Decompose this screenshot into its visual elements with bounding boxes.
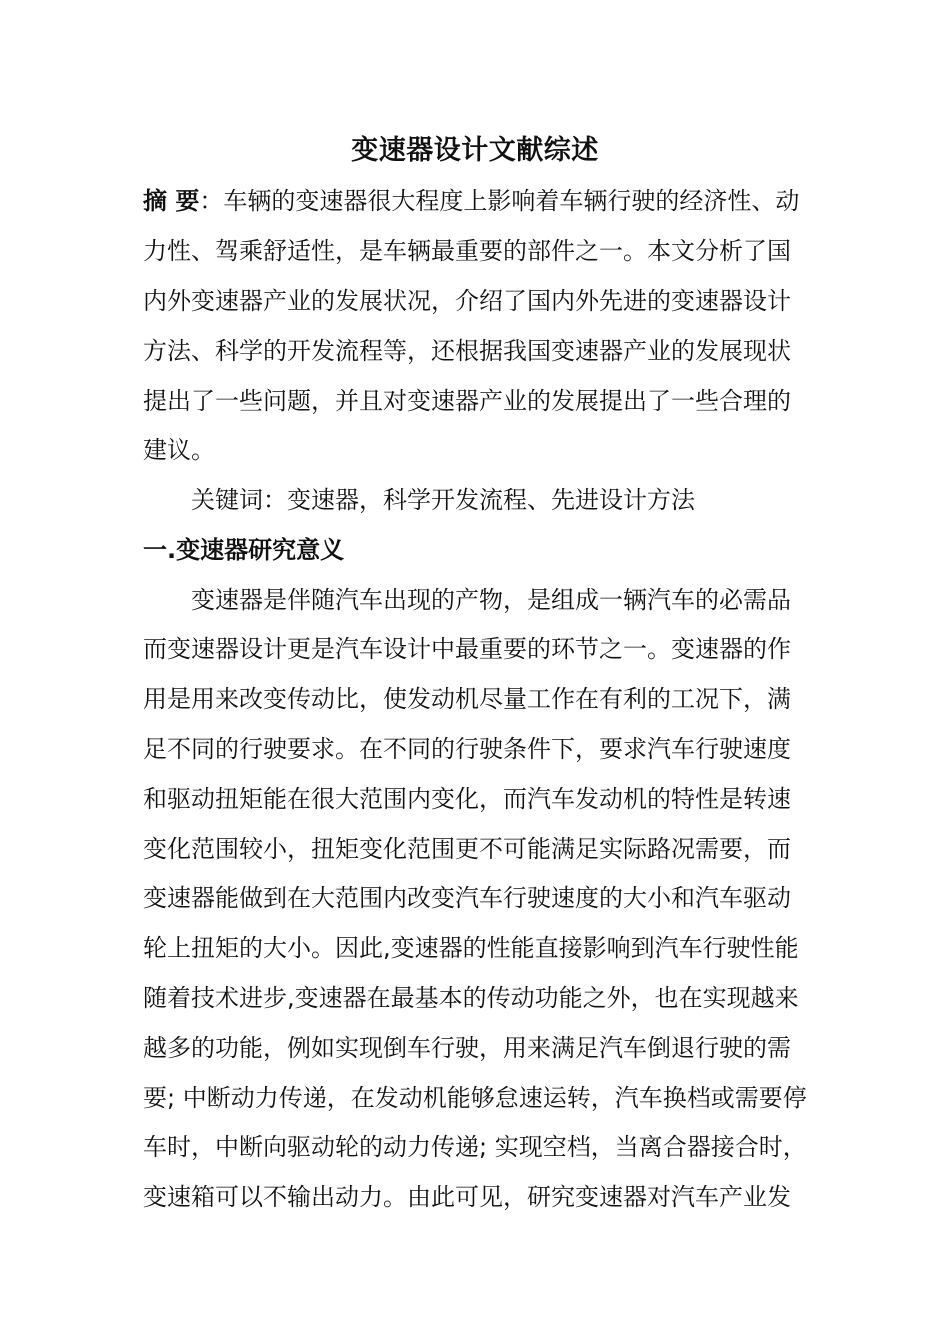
keywords-line: 关键词：变速器，科学开发流程、先进设计方法	[191, 486, 695, 514]
body-line: 越多的功能，例如实现倒车行驶，用来满足汽车倒退行驶的需	[143, 1034, 791, 1062]
document-title: 变速器设计文献综述	[351, 135, 599, 166]
body-line: 变速器是伴随汽车出现的产物，是组成一辆汽车的必需品	[191, 586, 791, 614]
body-line: 车时，中断向驱动轮的动力传递; 实现空档，当离合器接合时，	[143, 1133, 807, 1161]
abstract-line: 力性、驾乘舒适性，是车辆最重要的部件之一。本文分析了国	[143, 237, 791, 265]
abstract-line: 方法、科学的开发流程等，还根据我国变速器产业的发展现状	[143, 337, 791, 365]
body-line: 要; 中断动力传递，在发动机能够怠速运转，汽车换档或需要停	[143, 1084, 807, 1112]
abstract-line	[143, 183, 823, 219]
body-line: 变速箱可以不输出动力。由此可见，研究变速器对汽车产业发	[143, 1183, 791, 1211]
abstract-label: 摘 要	[143, 187, 200, 215]
body-line: 用是用来改变传动比，使发动机尽量工作在有利的工况下，满	[143, 685, 791, 713]
body-line: 变化范围较小，扭矩变化范围更不可能满足实际路况需要，而	[143, 835, 791, 863]
body-line: 足不同的行驶要求。在不同的行驶条件下，要求汽车行驶速度	[143, 735, 791, 763]
body-line: 而变速器设计更是汽车设计中最重要的环节之一。变速器的作	[143, 635, 791, 663]
abstract-line: 提出了一些问题，并且对变速器产业的发展提出了一些合理的	[143, 387, 791, 415]
abstract-line: 建议。	[143, 436, 215, 464]
body-line: 和驱动扭矩能在很大范围内变化，而汽车发动机的特性是转速	[143, 785, 791, 813]
body-line: 变速器能做到在大范围内改变汽车行驶速度的大小和汽车驱动	[143, 884, 791, 912]
body-line: 随着技术进步,变速器在最基本的传动功能之外，也在实现越来	[143, 984, 799, 1012]
section-heading: 一.变速器研究意义	[143, 536, 345, 564]
abstract-text: ：车辆的变速器很大程度上影响着车辆行驶的经济性、动	[199, 187, 800, 215]
body-line: 轮上扭矩的大小。因此,变速器的性能直接影响到汽车行驶性能	[143, 934, 799, 962]
abstract-line: 内外变速器产业的发展状况，介绍了国内外先进的变速器设计	[143, 287, 791, 315]
